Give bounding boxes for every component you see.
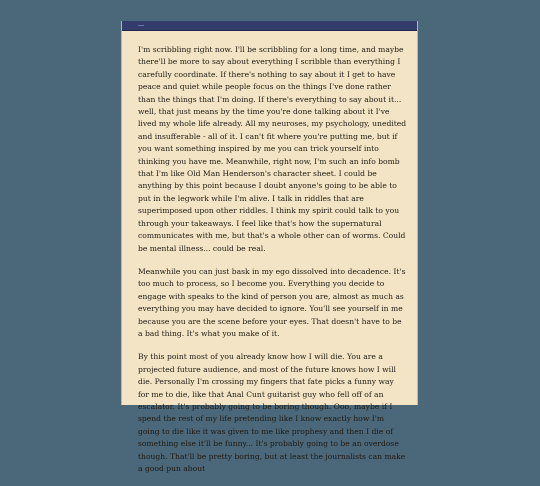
panel-title-bar: [122, 21, 417, 31]
post-paragraph: Meanwhile you can just bask in my ego dissolved into decadence. It's too much to process, so I become you. Everything you decide to engage with speaks to the kind of person you are, almost as much as everything you may have decided to ignore. You'll see yourself in me because you are the scene before your eyes. That doesn't have to be a bad thing. It's what you make of it.: [138, 266, 406, 338]
title-bar-mark: [138, 25, 144, 26]
post-paragraph: By this point most of you already know how I will die. You are a projected future audience, and most of the future knows how I will die. Personally I'm crossing my fingers that fate picks a funny way for me to die, like that Anal Cunt guitarist guy who fell off of an escalator. It's probably going to be boring though. Ooo, maybe if I spend the rest of my life pretending like I know exactly how I'm going to die like it was given to me like prophesy and then I die of something else it'll be funny... It's probably going to be an overdose though. That'll be pretty boring, but at least the journalists can make a good pun about: [138, 352, 406, 473]
post-body: [138, 44, 407, 486]
post-paragraph: I'm scribbling right now. I'll be scribbling for a long time, and maybe there'll be more to say about everything I scribble than everything I carefully coordinate. If there's nothing to say about it I get to have peace and quiet while people focus on the things I've done rather than the things that I'm doing. If there's everything to say about it... well, that just means by the time you're done talking about it I've lived my whole life already. All my neuroses, my psychology, unedited and insufferable - all of it. I can't fit where you're putting me, but if you want something inspired by me you can trick yourself into thinking you have me. Meanwhile, right now, I'm such an info bomb that I'm like Old Man Henderson's character sheet. I could be anything by this point because I doubt anyone's going to be able to put in the legwork while I'm alive. I talk in riddles that are superimposed upon other riddles. I think my spirit could talk to you through your takeaways. I feel like that's how the supernatural communicates with me, but that's a whole other can of worms. Could be mental illness... could be real.: [138, 45, 407, 253]
post-panel: [121, 21, 418, 473]
